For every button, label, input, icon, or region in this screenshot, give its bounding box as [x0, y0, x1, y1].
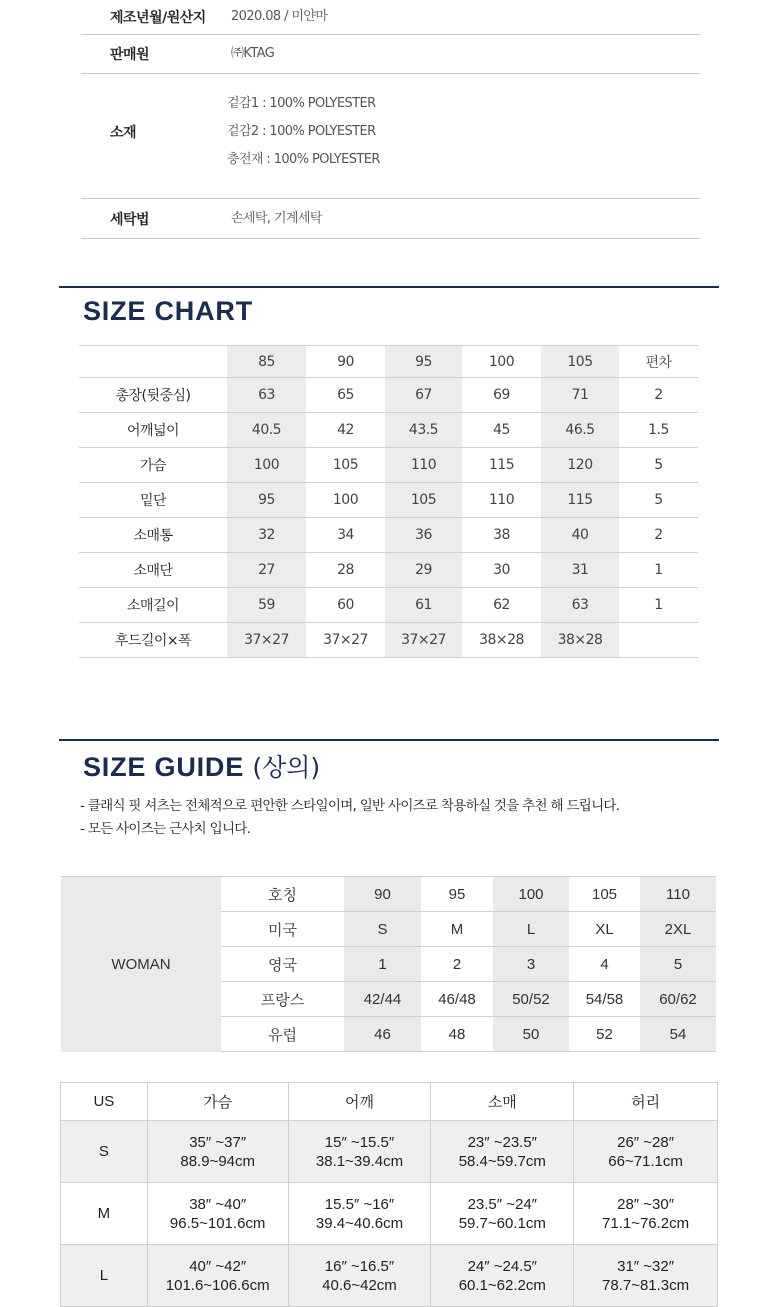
size-chart-header-cell: 85 [227, 346, 306, 378]
size-chart-header-row [79, 346, 698, 378]
us-cell-inches: 23″ ~23.5″ [467, 1133, 537, 1151]
info-label: 제조년월/원산지 [110, 10, 206, 26]
us-cell [431, 1183, 574, 1245]
size-chart-cell: 5 [619, 448, 698, 483]
size-chart-row [79, 413, 698, 448]
us-header-cell: 소매 [431, 1083, 574, 1121]
woman-cell: 46 [344, 1017, 421, 1052]
size-chart-row-label: 밑단 [79, 483, 227, 518]
us-cell-cm: 88.9~94cm [180, 1152, 255, 1170]
woman-cell: 110 [640, 877, 716, 912]
size-chart-cell: 31 [541, 553, 619, 588]
info-value-line: 손세탁, 기계세탁 [231, 210, 322, 226]
woman-cell: 60/62 [640, 982, 716, 1017]
size-chart-cell: 120 [541, 448, 619, 483]
us-size-label: L [61, 1245, 148, 1307]
woman-label: WOMAN [61, 877, 221, 1052]
us-cell-inches: 28″ ~30″ [617, 1195, 675, 1213]
info-label: 소재 [110, 125, 137, 141]
size-chart-row [79, 448, 698, 483]
us-cell-inches: 15″ ~15.5″ [324, 1133, 395, 1151]
woman-cell: XL [569, 912, 640, 947]
size-chart-header-cell: 90 [306, 346, 385, 378]
us-row [61, 1121, 718, 1183]
size-chart-cell: 29 [385, 553, 462, 588]
us-cell-cm: 101.6~106.6cm [165, 1276, 270, 1294]
info-row-material [81, 74, 700, 199]
size-chart-cell: 95 [227, 483, 306, 518]
woman-cell: 54 [640, 1017, 716, 1052]
us-cell [288, 1245, 431, 1307]
size-chart-cell: 1 [619, 588, 698, 623]
guide-note: - 클래식 핏 셔츠는 전체적으로 편안한 스타일이며, 일반 사이즈로 착용하실 것을 추천 해 드립니다. [80, 798, 620, 814]
size-chart-cell: 115 [541, 483, 619, 518]
size-chart-cell: 60 [306, 588, 385, 623]
size-chart-header-cell: 100 [462, 346, 541, 378]
size-chart-cell: 65 [306, 378, 385, 413]
us-cell-inches: 40″ ~42″ [189, 1257, 247, 1275]
woman-cell: S [344, 912, 421, 947]
size-chart-cell: 105 [385, 483, 462, 518]
us-cell [147, 1121, 288, 1183]
woman-cell: 105 [569, 877, 640, 912]
size-chart-cell: 110 [462, 483, 541, 518]
size-chart-cell: 32 [227, 518, 306, 553]
woman-cell: 4 [569, 947, 640, 982]
product-info-table [81, 0, 700, 239]
size-chart-cell: 38×28 [462, 623, 541, 658]
us-cell [147, 1183, 288, 1245]
info-row-origin [81, 0, 700, 35]
size-chart-cell: 62 [462, 588, 541, 623]
size-guide-title-suffix: (상의) [252, 753, 321, 782]
size-chart-cell: 105 [306, 448, 385, 483]
woman-cell: 54/58 [569, 982, 640, 1017]
info-value [227, 90, 380, 174]
size-chart-row-label: 후드길이×폭 [79, 623, 227, 658]
us-header-cell: 가슴 [147, 1083, 288, 1121]
us-size-label: M [61, 1183, 148, 1245]
us-cell [574, 1245, 718, 1307]
us-cell-cm: 38.1~39.4cm [315, 1152, 404, 1170]
us-cell-cm: 59.7~60.1cm [458, 1214, 546, 1232]
size-chart-title: SIZE CHART [83, 296, 253, 326]
us-cell [431, 1121, 574, 1183]
us-row [61, 1245, 718, 1307]
size-chart-cell: 100 [306, 483, 385, 518]
us-cell-inches: 38″ ~40″ [189, 1195, 247, 1213]
woman-cell: L [493, 912, 569, 947]
us-cell-inches: 16″ ~16.5″ [324, 1257, 395, 1275]
guide-note: - 모든 사이즈는 근사치 입니다. [80, 821, 251, 837]
us-header-cell: 허리 [574, 1083, 718, 1121]
us-header-row [61, 1083, 718, 1121]
size-chart-cell: 110 [385, 448, 462, 483]
section-divider [59, 739, 719, 741]
woman-cell: 50/52 [493, 982, 569, 1017]
woman-cell: 100 [493, 877, 569, 912]
size-chart-row-label: 소매단 [79, 553, 227, 588]
size-chart-row [79, 518, 698, 553]
size-chart-cell: 1.5 [619, 413, 698, 448]
us-cell-inches: 26″ ~28″ [617, 1133, 675, 1151]
us-cell-cm: 58.4~59.7cm [458, 1152, 546, 1170]
size-chart-cell: 38×28 [541, 623, 619, 658]
us-cell-inches: 23.5″ ~24″ [467, 1195, 537, 1213]
info-row-seller [81, 35, 700, 74]
us-cell-cm: 40.6~42cm [322, 1276, 397, 1294]
size-chart-cell: 42 [306, 413, 385, 448]
woman-cell: 95 [421, 877, 493, 912]
us-cell-cm: 39.4~40.6cm [315, 1214, 404, 1232]
size-chart-cell: 38 [462, 518, 541, 553]
size-chart-row-label [79, 346, 227, 378]
size-chart-cell: 37×27 [227, 623, 306, 658]
woman-row-label: 영국 [221, 947, 344, 982]
size-chart-row [79, 623, 698, 658]
size-guide-notes [80, 795, 619, 841]
size-chart-cell: 100 [227, 448, 306, 483]
size-chart-cell: 59 [227, 588, 306, 623]
size-chart-cell: 5 [619, 483, 698, 518]
woman-row-label: 프랑스 [221, 982, 344, 1017]
us-cell-inches: 35″ ~37″ [189, 1133, 247, 1151]
size-chart-cell: 63 [541, 588, 619, 623]
size-chart-row-label: 어깨넓이 [79, 413, 227, 448]
info-value-line: 겉감2 : 100% POLYESTER [227, 124, 376, 139]
us-cell-inches: 31″ ~32″ [617, 1257, 675, 1275]
size-guide-title-text: SIZE GUIDE [83, 752, 245, 782]
size-chart-cell: 37×27 [306, 623, 385, 658]
size-chart-cell: 27 [227, 553, 306, 588]
us-cell-inches: 15.5″ ~16″ [324, 1195, 395, 1213]
size-chart-row-label: 총장(뒷중심) [79, 378, 227, 413]
info-value-line: 겉감1 : 100% POLYESTER [227, 96, 376, 111]
size-chart-cell: 43.5 [385, 413, 462, 448]
size-chart-cell: 45 [462, 413, 541, 448]
woman-cell: 52 [569, 1017, 640, 1052]
woman-cell: M [421, 912, 493, 947]
size-chart-cell: 1 [619, 553, 698, 588]
section-divider [59, 286, 719, 288]
info-value [231, 40, 274, 68]
size-chart-cell: 34 [306, 518, 385, 553]
size-chart-cell: 63 [227, 378, 306, 413]
woman-cell: 1 [344, 947, 421, 982]
us-cell [574, 1121, 718, 1183]
size-chart-cell: 67 [385, 378, 462, 413]
size-chart-cell: 61 [385, 588, 462, 623]
woman-cell: 2XL [640, 912, 716, 947]
size-chart-cell: 2 [619, 378, 698, 413]
size-chart-cell: 40 [541, 518, 619, 553]
size-guide-title [83, 748, 320, 784]
size-chart-cell: 40.5 [227, 413, 306, 448]
woman-cell: 5 [640, 947, 716, 982]
us-cell [147, 1245, 288, 1307]
us-cell-cm: 71.1~76.2cm [602, 1214, 690, 1232]
size-chart-cell: 71 [541, 378, 619, 413]
size-chart-row-label: 소매길이 [79, 588, 227, 623]
info-value-line: 2020.08 / 미얀마 [231, 9, 328, 24]
size-chart-cell: 36 [385, 518, 462, 553]
woman-row-label: 유럽 [221, 1017, 344, 1052]
woman-row-label: 호칭 [221, 877, 344, 912]
woman-cell: 48 [421, 1017, 493, 1052]
woman-cell: 46/48 [421, 982, 493, 1017]
size-chart-cell: 30 [462, 553, 541, 588]
size-chart-row-label: 가슴 [79, 448, 227, 483]
us-cell [288, 1183, 431, 1245]
us-header-cell: US [61, 1083, 148, 1121]
size-chart-row [79, 483, 698, 518]
size-chart-header-cell: 95 [385, 346, 462, 378]
size-chart-cell: 2 [619, 518, 698, 553]
woman-cell: 3 [493, 947, 569, 982]
size-chart-cell: 28 [306, 553, 385, 588]
size-chart-row [79, 588, 698, 623]
us-row [61, 1183, 718, 1245]
size-chart-row-label: 소매통 [79, 518, 227, 553]
info-row-washing [81, 199, 700, 239]
us-size-label: S [61, 1121, 148, 1183]
size-chart-cell: 115 [462, 448, 541, 483]
info-value [231, 205, 322, 233]
info-value [231, 3, 327, 31]
info-value-line: ㈜KTAG [231, 46, 275, 61]
us-header-cell: 어깨 [288, 1083, 431, 1121]
size-chart-row [79, 553, 698, 588]
size-chart-table [79, 345, 698, 658]
us-cell [288, 1121, 431, 1183]
size-chart-cell [619, 623, 698, 658]
info-value-line: 충전재 : 100% POLYESTER [227, 152, 380, 167]
us-measurement-table [60, 1082, 718, 1307]
size-chart-cell: 69 [462, 378, 541, 413]
us-cell-cm: 78.7~81.3cm [602, 1276, 690, 1294]
woman-cell: 2 [421, 947, 493, 982]
us-cell [431, 1245, 574, 1307]
size-chart-cell: 37×27 [385, 623, 462, 658]
woman-cell: 42/44 [344, 982, 421, 1017]
us-cell-cm: 96.5~101.6cm [169, 1214, 266, 1232]
size-chart-row [79, 378, 698, 413]
woman-row-label: 미국 [221, 912, 344, 947]
woman-cell: 90 [344, 877, 421, 912]
us-cell [574, 1183, 718, 1245]
us-cell-inches: 24″ ~24.5″ [467, 1257, 537, 1275]
size-chart-header-cell: 105 [541, 346, 619, 378]
size-chart-cell: 46.5 [541, 413, 619, 448]
woman-cell: 50 [493, 1017, 569, 1052]
us-cell-cm: 60.1~62.2cm [458, 1276, 546, 1294]
size-chart-header-cell: 편차 [619, 346, 698, 378]
us-cell-cm: 66~71.1cm [608, 1152, 683, 1170]
woman-size-table [61, 876, 716, 1052]
info-label: 세탁법 [110, 211, 150, 228]
woman-table-row [61, 877, 716, 912]
info-label: 판매원 [110, 47, 150, 63]
